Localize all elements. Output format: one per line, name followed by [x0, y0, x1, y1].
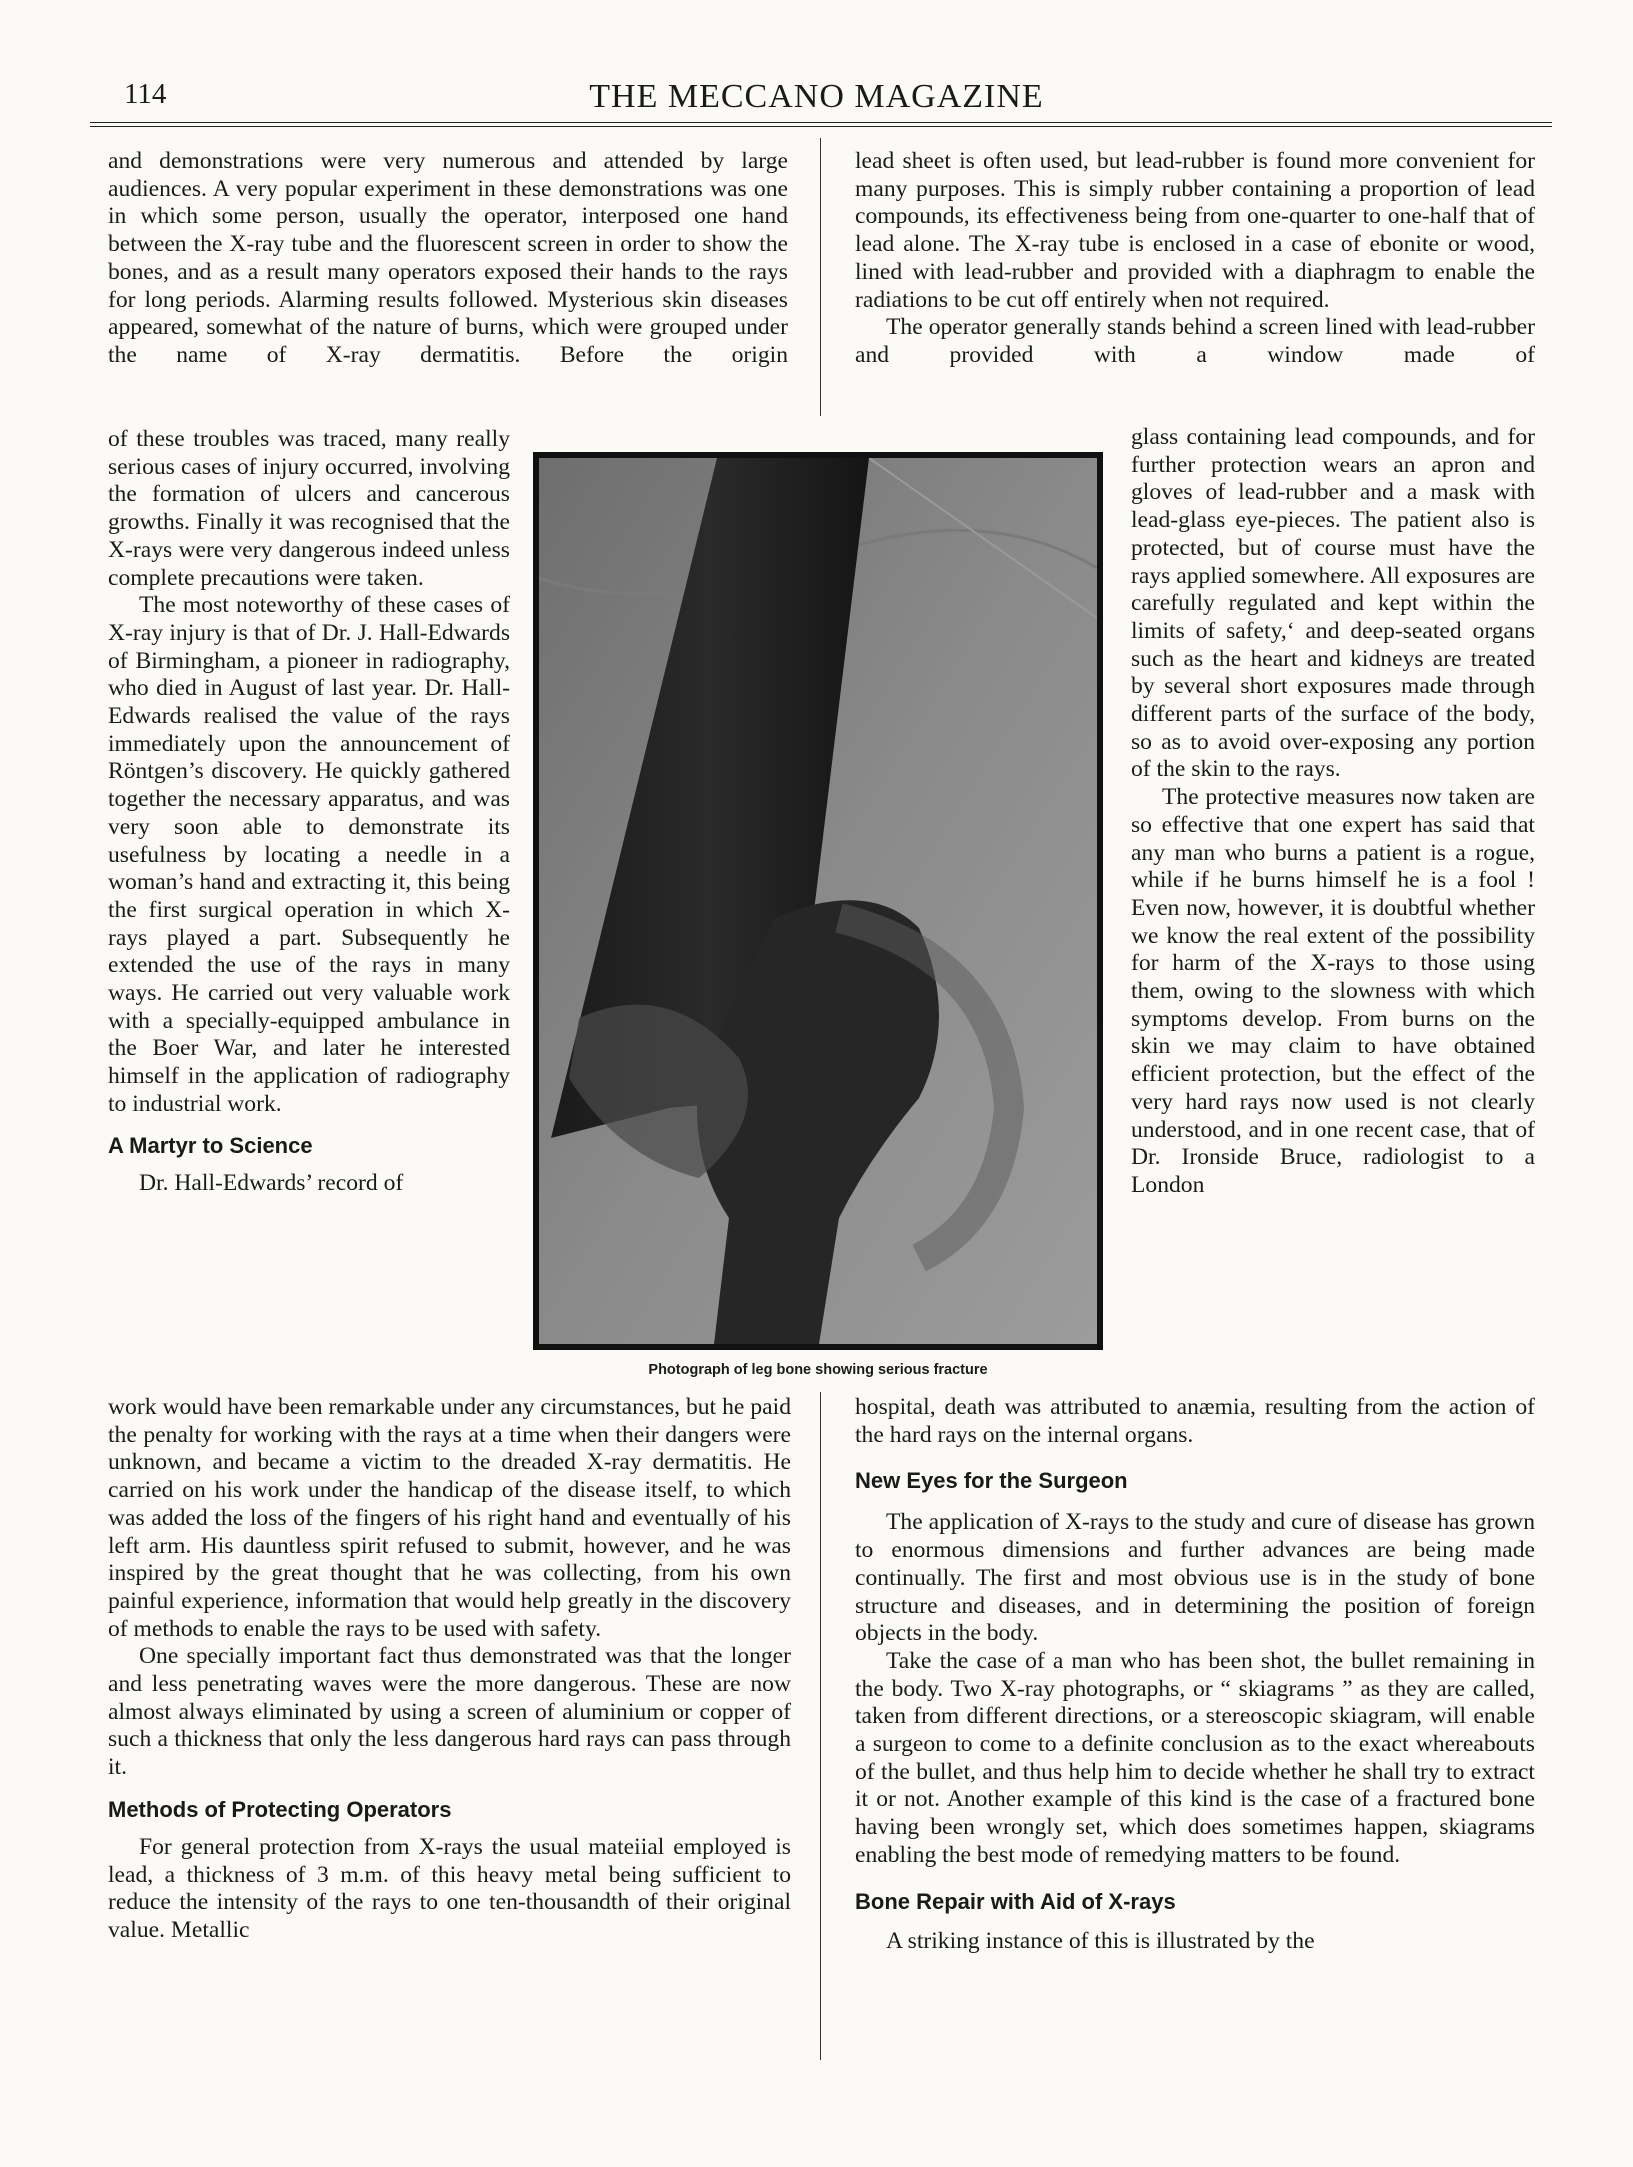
- section-heading: New Eyes for the Surgeon: [855, 1468, 1128, 1494]
- paragraph: A striking instance of this is illustrated by the: [886, 1927, 1315, 1954]
- paragraph: The application of X-rays to the study and cure of disease has grown to enormous dimensions and further advances are being made continually. The first and most obvious use is in the study of bone structure and diseases, and in determining the position of foreign objects in the body.: [855, 1509, 1535, 1647]
- xray-image: [539, 458, 1097, 1344]
- paragraph: The protective measures now taken are so effective that one expert has said that any man who burns a patient is a rogue, while if he burns himself he is a fool ! Even now, however, it is doubtful whether we know the real extent of the possibility for harm of the X-rays to those using them, owing to the slowness with which symptoms develop. From burns on the skin we may claim to have obtained efficient protection, but the effect of the very hard rays now used is not clearly understood, and in one recent case, that of Dr. Ironside Bruce, radiologist to a London: [1131, 784, 1535, 1198]
- section-heading: A Martyr to Science: [108, 1132, 313, 1158]
- page-number: 114: [124, 78, 167, 110]
- column-divider-lower: [820, 1392, 821, 2060]
- paragraph-start: Dr. Hall-Edwards’ record of: [139, 1169, 404, 1196]
- right-column-lower: [855, 1394, 1535, 1955]
- paragraph: glass containing lead compounds, and for further protection wears an apron and gloves of lead-rubber and a mask with lead-glass eye-pieces. The patient also is protected, but of course must have the rays applied somewhere. All exposures are carefully regulated and kept within the limits of safety,‘ and deep-seated organs such as the heart and kidneys are treated by several short exposures made through different parts of the surface of the body, so as to avoid over-exposing any portion of the skin to the rays.: [1131, 424, 1535, 783]
- paragraph: The most noteworthy of these cases of X-ray injury is that of Dr. J. Hall-Edwards of Birmingham, a pioneer in radiography, who died in August of last year. Dr. Hall-Edwards realised the value of the rays immediately upon the announcement of Röntgen’s discovery. He quickly gathered together the necessary apparatus, and was very soon able to demonstrate its usefulness by locating a needle in a woman’s hand and extracting it, this being the first surgical operation in which X-rays played a part. Subsequently he extended the use of the rays in many ways. He carried out very valuable work with a specially-equipped ambulance in the Boer War, and later he interested himself in the application of radiography to industrial work.: [108, 592, 510, 1117]
- right-column-top: [855, 148, 1535, 370]
- paragraph: work would have been remarkable under any circumstances, but he paid the penalty for working with the rays at a time when their dangers were unknown, and became a victim to the dreaded X-ray dermatitis. He carried on his work under the handicap of the disease itself, to which was added the loss of the fingers of his right hand and eventually of his left arm. His dauntless spirit refused to submit, however, and he was inspired by the great thought that he was collecting, from his own painful experience, information that would help greatly in the discovery of methods to enable the rays to be used with safety.: [108, 1394, 791, 1642]
- paragraph: One specially important fact thus demonstrated was that the longer and less penetrating waves were the more dangerous. These are now almost always eliminated by using a screen of aluminium or copper of such a thickness that only the less dangerous hard rays can pass through it.: [108, 1643, 791, 1781]
- section-heading: Bone Repair with Aid of X-rays: [855, 1888, 1176, 1914]
- xray-photograph: [533, 452, 1103, 1350]
- right-column-narrow: [1131, 424, 1535, 1200]
- section-heading: Methods of Protecting Operators: [108, 1796, 452, 1822]
- left-column-narrow: [108, 426, 510, 1197]
- paragraph: and demonstrations were very numerous and attended by large audiences. A very popular experiment in these demonstrations was one in which some person, usually the operator, interposed one hand between the X-ray tube and the fluorescent screen in order to show the bones, and as a result many operators exposed their hands to the rays for long periods. Alarming results followed. Mysterious skin diseases appeared, somewhat of the nature of burns, which were grouped under the name of X-ray dermatitis. Before the origin: [108, 148, 788, 368]
- header-rule: [90, 122, 1552, 123]
- paragraph: of these troubles was traced, many really serious cases of injury occurred, involving the formation of ulcers and cancerous growths. Finally it was recognised that the X-rays were very dangerous indeed unless complete precautions were taken.: [108, 426, 510, 591]
- paragraph: For general protection from X-rays the usual mateiial employed is lead, a thickness of 3 m.m. of this heavy metal being sufficient to reduce the intensity of the rays to one ten-thousandth of their original value. Metallic: [108, 1833, 791, 1943]
- header-rule-secondary: [90, 126, 1552, 127]
- column-divider-upper: [820, 138, 821, 416]
- figure-caption: Photograph of leg bone showing serious fracture: [648, 1362, 988, 1378]
- paragraph: The operator generally stands behind a screen lined with lead-rubber and provided with a window made of: [855, 314, 1535, 368]
- left-column-lower: [108, 1394, 791, 1945]
- magazine-title: THE MECCANO MAGAZINE: [589, 78, 1044, 115]
- paragraph: Take the case of a man who has been shot, the bullet remaining in the body. Two X-ray photographs, or “ skiagrams ” as they are called, taken from different directions, or a stereoscopic skiagram, will enable a surgeon to come to a definite conclusion as to the exact whereabouts of the bullet, and thus help him to decide whether he shall try to extract it or not. Another example of this kind is the case of a fractured bone having been wrongly set, which does sometimes happen, skiagrams enabling the best mode of remedying matters to be found.: [855, 1647, 1535, 1868]
- left-column-intro: [108, 148, 788, 370]
- paragraph: hospital, death was attributed to anæmia, resulting from the action of the hard rays on the internal organs.: [855, 1394, 1535, 1448]
- paragraph: lead sheet is often used, but lead-rubber is found more convenient for many purposes. This is simply rubber containing a proportion of lead compounds, its effectiveness being from one-quarter to one-half that of lead alone. The X-ray tube is enclosed in a case of ebonite or wood, lined with lead-rubber and provided with a diaphragm to enable the radiations to be cut off entirely when not required.: [855, 148, 1535, 313]
